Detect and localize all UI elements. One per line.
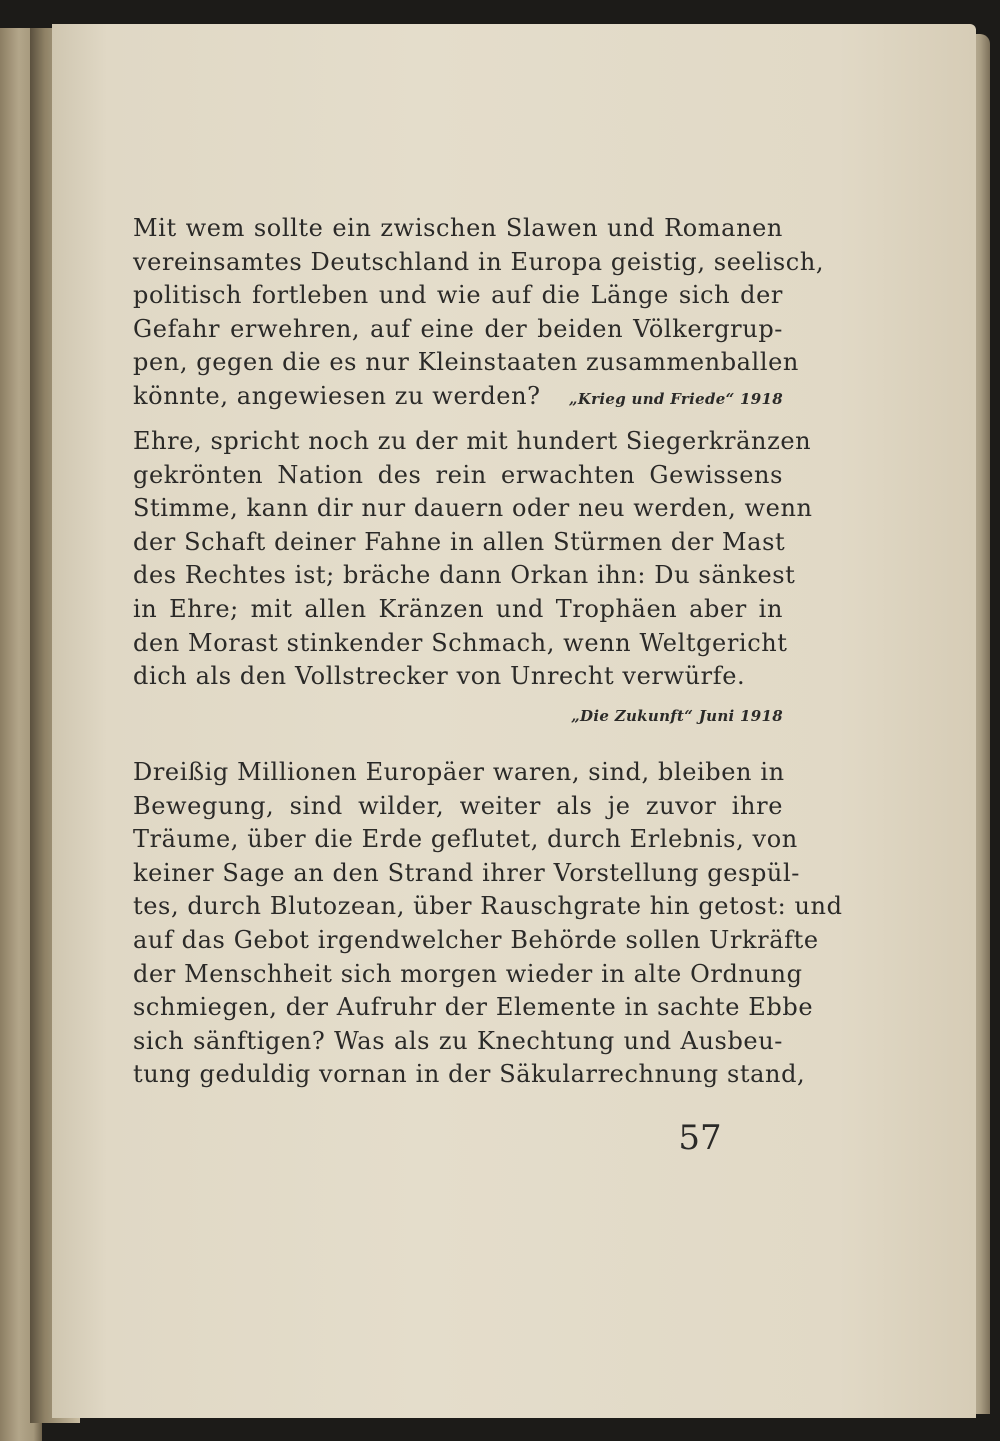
citation-die-zukunft: „Die Zukunft“ Juni 1918 bbox=[571, 707, 783, 725]
text-line: keiner Sage an den Strand ihrer Vorstellung gespül- bbox=[133, 858, 800, 887]
text-line: Bewegung, sind wilder, weiter als je zuvor ihre bbox=[133, 791, 783, 820]
text-line: auf das Gebot irgendwelcher Behörde sollen Urkräfte bbox=[133, 925, 819, 954]
text-line: Ehre, spricht noch zu der mit hundert Siegerkränzen bbox=[133, 427, 812, 455]
text-line: pen, gegen die es nur Kleinstaaten zusammenballen bbox=[133, 348, 799, 377]
text-line-last bbox=[133, 660, 783, 694]
text-line: dich als den Vollstrecker von Unrecht verwürfe. bbox=[133, 662, 746, 691]
text-line: der Schaft deiner Fahne in allen Stürmen der Mast bbox=[133, 527, 786, 556]
text-line: Dreißig Millionen Europäer waren, sind, bleiben in bbox=[133, 758, 785, 786]
text-line: gekrönten Nation des rein erwachten Gewissens bbox=[133, 460, 783, 489]
text-line: Mit wem sollte ein zwischen Slawen und Romanen bbox=[133, 214, 783, 242]
text-line: Gefahr erwehren, auf eine der beiden Völkergrup- bbox=[133, 314, 783, 343]
text-line: tes, durch Blutozean, über Rauschgrate hin getost: und bbox=[133, 892, 843, 921]
passage-krieg-und-friede bbox=[133, 212, 825, 417]
page-number: 57 bbox=[678, 1118, 722, 1158]
text-line: tung geduldig vornan in der Säkularrechnung stand, bbox=[133, 1060, 806, 1089]
citation-krieg-und-friede: „Krieg und Friede“ 1918 bbox=[568, 389, 783, 408]
text-line: Stimme, kann dir nur dauern oder neu werden, wenn bbox=[133, 494, 813, 523]
text-line: in Ehre; mit allen Kränzen und Trophäen aber in bbox=[133, 594, 783, 623]
text-line: politisch fortleben und wie auf die Länge sich der bbox=[133, 281, 783, 310]
text-line: des Rechtes ist; bräche dann Orkan ihn: Du sänkest bbox=[133, 561, 796, 590]
passage-dreissig-millionen bbox=[133, 756, 843, 1092]
text-line: sich sänftigen? Was als zu Knechtung und Ausbeu- bbox=[133, 1026, 783, 1055]
text-line: könnte, angewiesen zu werden? bbox=[133, 381, 541, 410]
text-line: den Morast stinkender Schmach, wenn Weltgericht bbox=[133, 628, 788, 657]
text-line: der Menschheit sich morgen wieder in alte Ordnung bbox=[133, 959, 803, 988]
text-line: Träume, über die Erde geflutet, durch Erlebnis, von bbox=[133, 825, 798, 854]
text-line: vereinsamtes Deutschland in Europa geistig, seelisch, bbox=[133, 247, 825, 276]
passage-die-zukunft bbox=[133, 425, 813, 694]
text-line-with-citation bbox=[133, 380, 783, 417]
text-line: schmiegen, der Aufruhr der Elemente in sachte Ebbe bbox=[133, 993, 814, 1022]
